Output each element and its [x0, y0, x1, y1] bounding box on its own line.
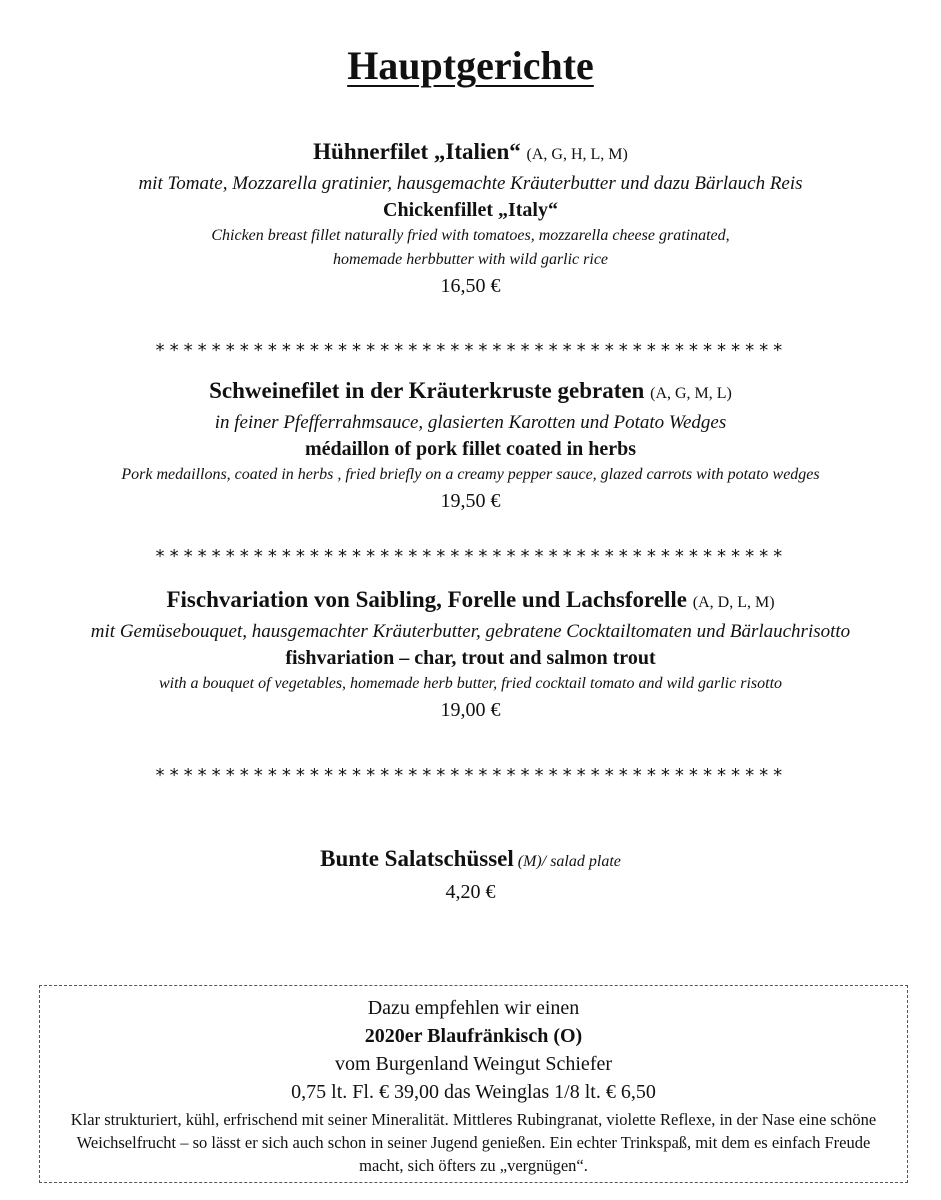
dish-description-de: mit Gemüsebouquet, hausgemachter Kräuterbutter, gebratene Cocktailtomaten und Bärlauchrisotto	[90, 621, 851, 642]
dish-name-en: médaillon of pork fillet coated in herbs	[304, 438, 637, 460]
dish-name-de-text: Fischvariation von Saibling, Forelle und Lachsforelle	[166, 587, 687, 612]
allergen-codes: (A, G, M, L)	[650, 385, 732, 402]
allergen-codes: (A, G, H, L, M)	[526, 146, 628, 163]
wine-origin: vom Burgenland Weingut Schiefer	[334, 1053, 613, 1075]
dish-name-de	[0, 136, 941, 171]
salad-price: 4,20 €	[445, 881, 496, 903]
dish-name-de	[0, 584, 941, 619]
dish-name-de-text: Schweinefilet in der Kräuterkruste gebraten	[209, 378, 645, 403]
dish-description-de: in feiner Pfefferrahmsauce, glasierten Karotten und Potato Wedges	[214, 412, 727, 433]
dish-name-de	[0, 375, 941, 410]
wine-name: 2020er Blaufränkisch (O)	[364, 1025, 583, 1047]
dish-description-de: mit Tomate, Mozzarella gratinier, hausgemachte Kräuterbutter und dazu Bärlauch Reis	[138, 173, 803, 194]
wine-description: Klar strukturiert, kühl, erfrischend mit seiner Mineralität. Mittleres Rubingranat, violette Reflexe, in der Nase eine schöne Weichselfrucht – so lässt er sich auch schon in seiner Jugend genießen. Ein echter Trinkspaß, mit dem es einfach Freude macht, sich öfters zu „vergnügen“.	[70, 1110, 877, 1175]
dish-description-en: homemade herbbutter with wild garlic rice	[332, 251, 609, 268]
separator: *********************************************	[154, 340, 787, 361]
dish-price: 16,50 €	[440, 275, 501, 297]
dish-price: 19,50 €	[440, 490, 501, 512]
salad-note: (M)/ salad plate	[517, 853, 621, 870]
page-title: Hauptgerichte	[347, 43, 594, 88]
dish-salad	[0, 843, 941, 906]
separator: *********************************************	[154, 546, 787, 567]
dish-name-en: Chickenfillet „Italy“	[383, 199, 558, 221]
dish-description-en: Chicken breast fillet naturally fried with tomatoes, mozzarella cheese gratinated,	[211, 227, 730, 244]
wine-price: 0,75 lt. Fl. € 39,00 das Weinglas 1/8 lt. € 6,50	[291, 1081, 656, 1103]
dish-name-de-text: Hühnerfilet „Italien“	[313, 139, 521, 164]
dish-name-en: fishvariation – char, trout and salmon trout	[285, 647, 656, 669]
dish-description-en: Pork medaillons, coated in herbs , fried briefly on a creamy pepper sauce, glazed carrots with potato wedges	[121, 466, 820, 483]
salad-heading	[0, 843, 941, 878]
separator: *********************************************	[154, 765, 787, 786]
salad-name: Bunte Salatschüssel	[320, 846, 514, 871]
dish-description-en: with a bouquet of vegetables, homemade herb butter, fried cocktail tomato and wild garlic risotto	[158, 675, 783, 692]
recommendation-intro: Dazu empfehlen wir einen	[367, 997, 580, 1019]
dish-pork	[0, 375, 941, 515]
wine-recommendation-box	[39, 985, 908, 1183]
dish-chicken	[0, 136, 941, 300]
allergen-codes: (A, D, L, M)	[692, 594, 775, 611]
dish-price: 19,00 €	[440, 699, 501, 721]
dish-fish	[0, 584, 941, 724]
